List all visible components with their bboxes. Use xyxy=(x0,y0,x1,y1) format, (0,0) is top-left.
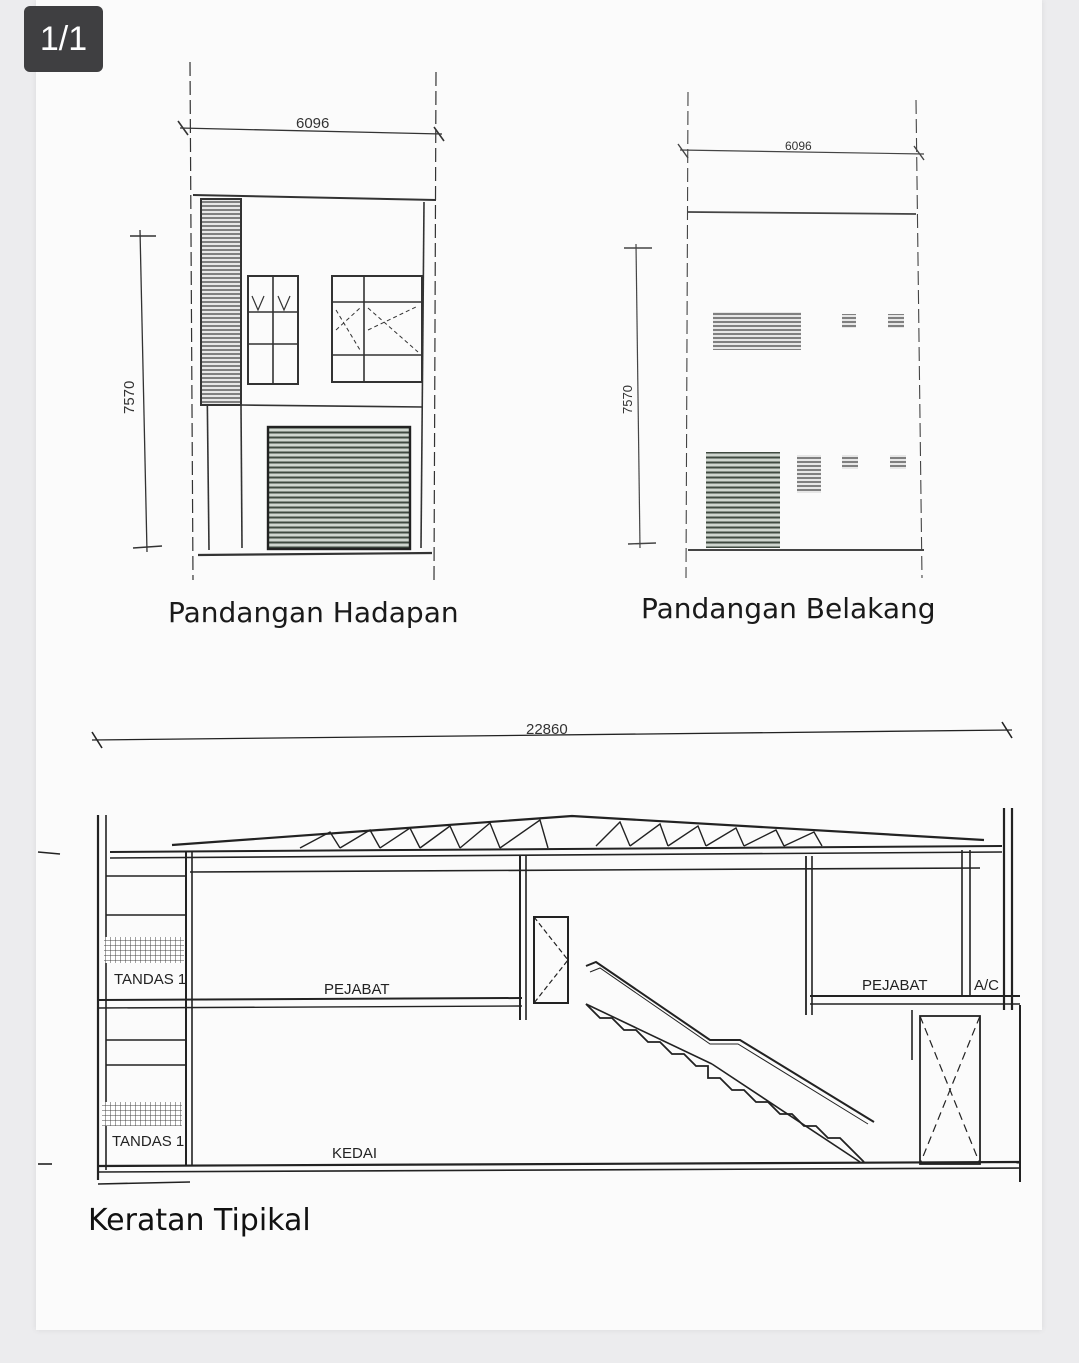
room-label-pejabat-right: PEJABAT xyxy=(862,977,928,994)
rear-elevation xyxy=(624,92,924,578)
front-height-dimension-line xyxy=(140,230,147,552)
room-label-tandas-lower: TANDAS 1 xyxy=(112,1133,185,1150)
rear-roller-shutter xyxy=(706,452,780,548)
room-label-kedai: KEDAI xyxy=(332,1145,378,1162)
room-label-pejabat-left: PEJABAT xyxy=(324,981,390,998)
front-width-dimension: 6096 xyxy=(296,115,330,132)
rear-height-dimension-line xyxy=(636,244,640,548)
section-length-dimension: 22860 xyxy=(526,721,568,738)
front-elevation xyxy=(130,62,444,580)
rear-height-dimension: 7570 xyxy=(620,385,635,414)
room-label-tandas-upper: TANDAS 1 xyxy=(114,971,187,988)
front-roller-shutter xyxy=(268,427,410,549)
rear-width-dimension: 6096 xyxy=(785,139,812,153)
room-label-ac: A/C xyxy=(974,977,1000,994)
front-height-dimension: 7570 xyxy=(121,380,138,414)
rear-elevation-caption: Pandangan Belakang xyxy=(641,592,936,625)
front-elevation-caption: Pandangan Hadapan xyxy=(168,596,459,629)
page-counter: 1/1 xyxy=(24,6,103,72)
typical-section xyxy=(38,722,1020,1184)
section-caption: Keratan Tipikal xyxy=(88,1203,311,1238)
